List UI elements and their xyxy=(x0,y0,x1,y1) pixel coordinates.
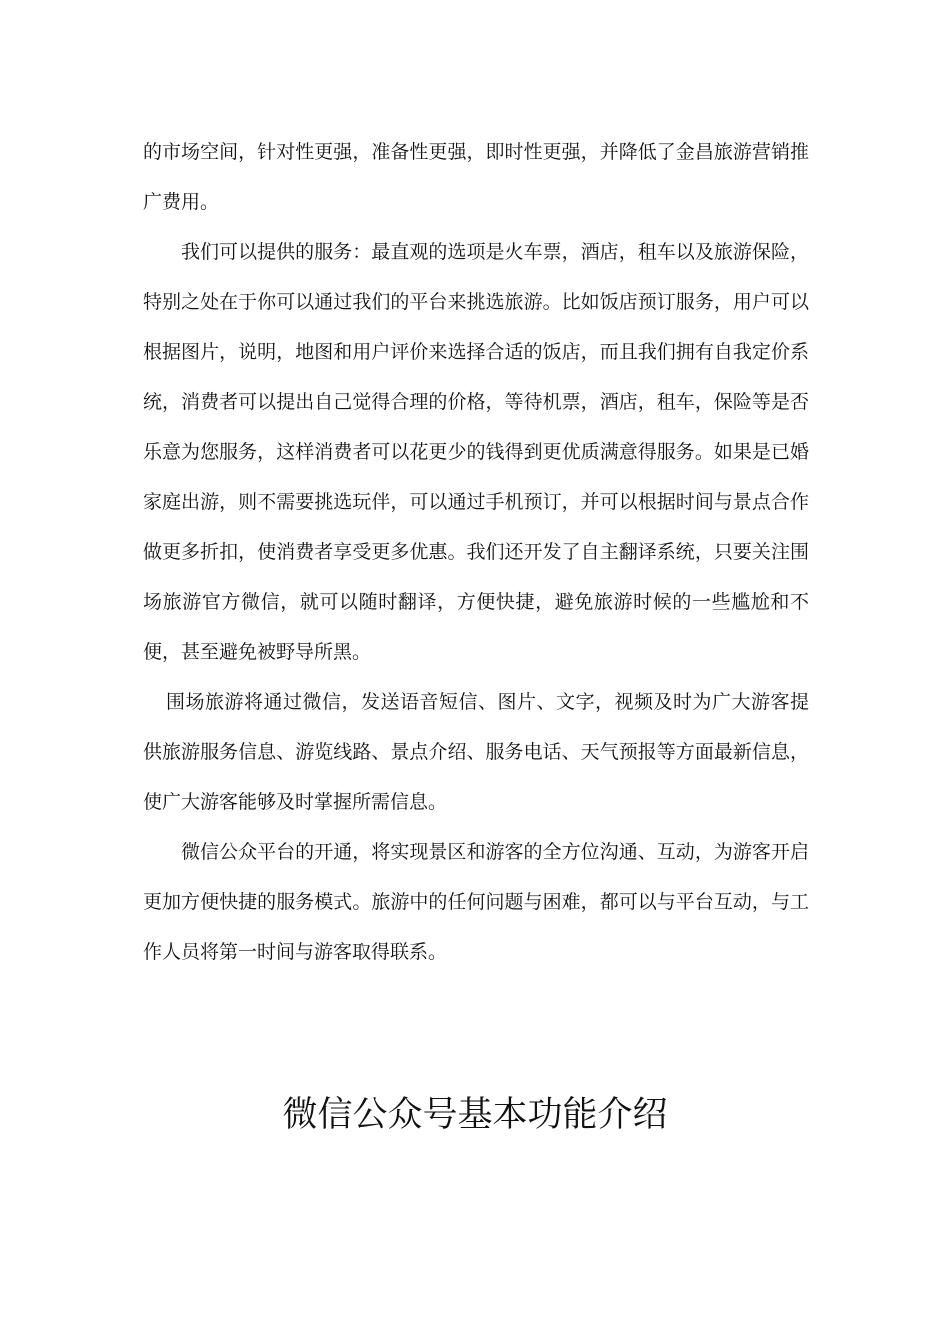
paragraph-market-space: 的市场空间，针对性更强，准备性更强，即时性更强，并降低了金昌旅游营销推广费用。 xyxy=(143,141,809,213)
paragraph-services: 我们可以提供的服务：最直观的选项是火车票，酒店，租车以及旅游保险，特别之处在于你可以通过我们的平台来挑选旅游。比如饭店预订服务，用户可以根据图片，说明，地图和用户评价来选择合适的饭店，而且我们拥有自我定价系统，消费者可以提出自己觉得合理的价格，等待机票，酒店，租车，保险等是否乐意为您服务，这样消费者可以花更少的钱得到更优质满意得服务。如果是已婚家庭出游，则不需要挑选玩伴，可以通过手机预订，并可以根据时间与景点合作做更多折扣，使消费者享受更多优惠。我们还开发了自主翻译系统，只要关注围场旅游官方微信，就可以随时翻译，方便快捷，避免旅游时候的一些尴尬和不便，甚至避免被野导所黑。 xyxy=(143,241,809,663)
section-heading: 微信公众号基本功能介绍 xyxy=(282,1095,668,1135)
body-text xyxy=(143,127,809,977)
paragraph-wechat-info: 围场旅游将通过微信，发送语音短信、图片、文字，视频及时为广大游客提供旅游服务信息、游览线路、景点介绍、服务电话、天气预报等方面最新信息，使广大游客能够及时掌握所需信息。 xyxy=(143,691,809,813)
paragraph-platform-launch: 微信公众平台的开通，将实现景区和游客的全方位沟通、互动，为游客开启更加方便快捷的服务模式。旅游中的任何问题与困难，都可以与平台互动，与工作人员将第一时间与游客取得联系。 xyxy=(143,841,809,963)
